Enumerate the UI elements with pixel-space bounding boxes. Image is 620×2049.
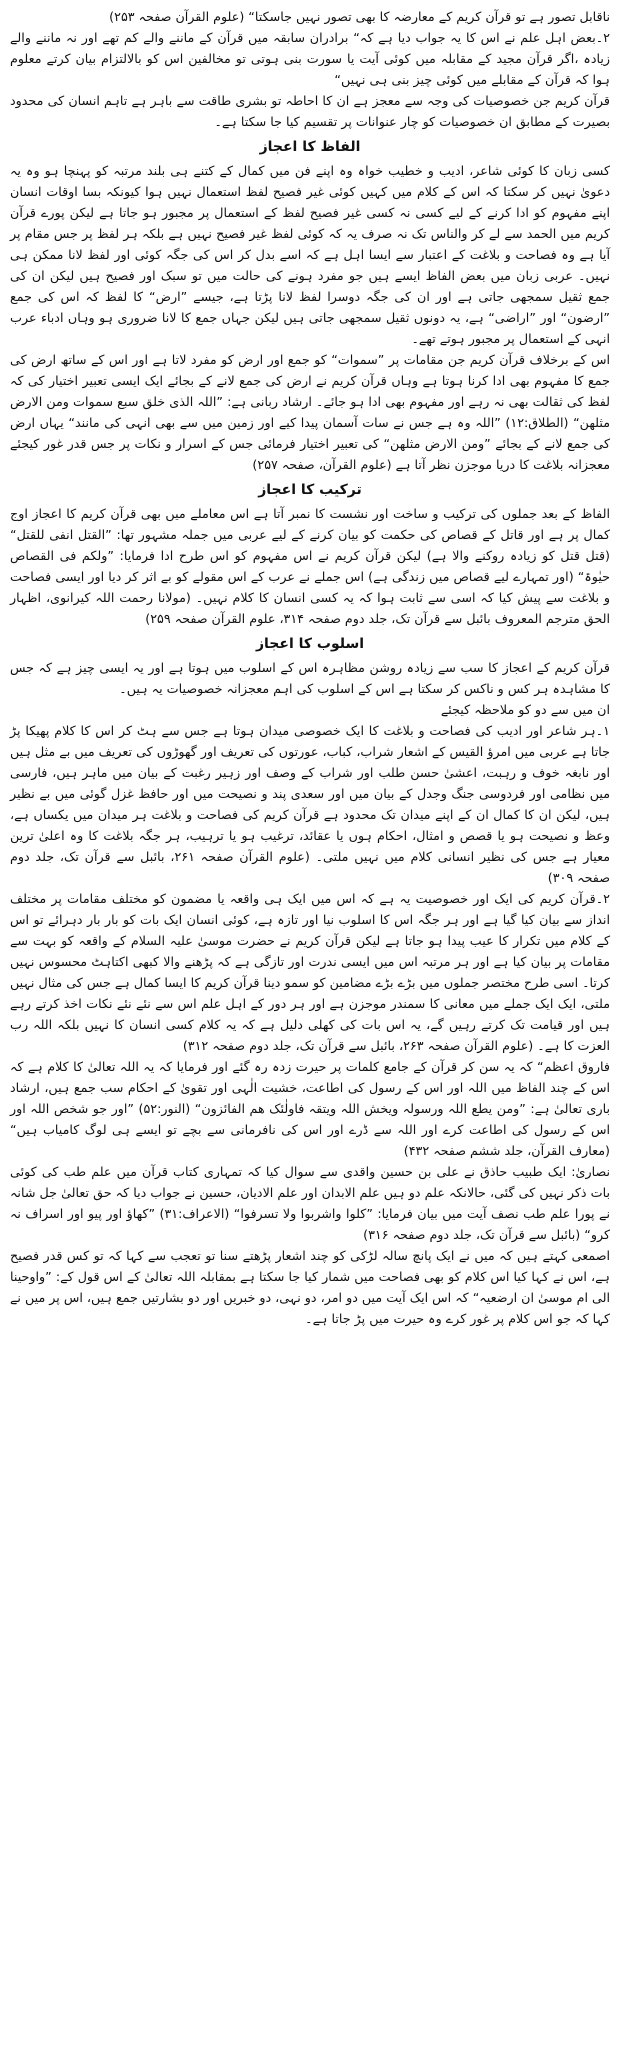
paragraph: ۲۔قرآن کریم کی ایک اور خصوصیت یہ ہے کہ اس میں ایک ہی واقعہ یا مضمون کو مختلف مقامات پر مختلف انداز سے بیان کیا گیا ہے اور ہر جگہ اس کا اسلوب نیا اور تازہ ہے، کوئی انسان ایک بات کو بار بار دہرائے تو اس کے کلام میں تکرار کا عیب پیدا ہو جاتا ہے لیکن قرآن کریم نے حضرت موسیٰ علیہ السلام کے واقعہ کو بہت سے مقامات پر بیان کیا ہے اور ہر مرتبہ اس میں ایسی ندرت اور تازگی ہے کہ پڑھنے والا کبھی اکتاہٹ محسوس نہیں کرتا۔ اسی طرح مختصر جملوں میں بڑے بڑے مضامین کو سمو دینا قرآن کریم کا ایسا کمال ہے جس کی مثال نہیں ملتی، ایک ایک جملے میں معانی کا سمندر موجزن ہے اور ہر دور کے اہل علم اس سے نئے نئے نکات اخذ کرتے رہے ہیں اور قیامت تک کرتے رہیں گے، یہ اس بات کی کھلی دلیل ہے کہ یہ کلام کسی انسان کا نہیں بلکہ اللہ رب العزت کا ہے۔ (علوم القرآن صفحہ ۲۶۳، بائبل سے قرآن تک، جلد دوم صفحہ ۳۱۲) (10, 891, 610, 1053)
section-heading: اسلوب کا اعجاز (255, 636, 365, 652)
paragraph: فاروق اعظم“ کہ یہ سن کر قرآن کے جامع کلمات پر حیرت زدہ رہ گئے اور فرمایا کہ یہ اللہ تعالیٰ کا کلام ہے کہ اس کے چند الفاظ میں اللہ اور اس کے رسول کی اطاعت، خشیت الٰہی اور تقویٰ کے احکام سب جمع ہیں، ارشاد باری تعالیٰ ہے: ”ومن یطع اللہ ورسولہ ویخش اللہ ویتقہ فاولٰئک ھم الفائزون“ (النور:۵۲) ”اور جو شخص اللہ اور اس کے رسول کی اطاعت کرے اور اللہ سے ڈرے اور اس کی نافرمانی سے بچے تو ایسے ہی لوگ کامیاب ہیں“ (معارف القرآن، جلد ششم صفحہ ۴۳۲) (10, 1059, 610, 1158)
paragraph: قرآن کریم کے اعجاز کا سب سے زیادہ روشن مظاہرہ اس کے اسلوب میں ہوتا ہے اور یہ ایسی چیز ہے کہ جس کا مشاہدہ ہر کس و ناکس کر سکتا ہے اس کے اسلوب کی اہم معجزانہ خصوصیات یہ ہیں۔ (10, 660, 610, 696)
paragraph: ناقابل تصور ہے تو قرآن کریم کے معارضہ کا بھی تصور نہیں جاسکتا“ (علوم القرآن صفحہ ۲۵۳) (109, 9, 610, 24)
paragraph: کسی زبان کا کوئی شاعر، ادیب و خطیب خواہ وہ اپنے فن میں کمال کے کتنے ہی بلند مرتبہ کو پہنچا ہو وہ یہ دعویٰ نہیں کر سکتا کہ اس کے کلام میں کہیں کوئی غیر فصیح لفظ استعمال نہیں ہوا کیونکہ بسا اوقات انسان اپنے مفہوم کو ادا کرنے کے لیے کسی نہ کسی غیر فصیح لفظ کے استعمال پر مجبور ہو جاتا ہے لیکن پورے قرآن کریم میں الحمد سے لے کر والناس تک نہ صرف یہ کہ کوئی لفظ غیر فصیح نہیں ہے بلکہ ہر لفظ پر جس مقام پر آیا ہے وہ فصاحت و بلاغت کے اعتبار سے ایسا اہل ہے کہ اسے بدل کر اس کی جگہ کوئی اور لفظ لانا ممکن ہی نہیں۔ عربی زبان میں بعض الفاظ ایسے ہیں جو مفرد ہونے کی حالت میں تو سبک اور فصیح ہیں لیکن ان کی جمع ثقیل سمجھی جاتی ہے اور ان کی جگہ دوسرا لفظ لانا پڑتا ہے، جیسے ”ارض“ کا لفظ کہ اس کی جمع ”ارضون“ اور ”اراضی“ ہے، یہ دونوں ثقیل سمجھی جاتی ہیں لیکن جہاں جمع کا لانا ضروری ہو وہاں ادباء عرب انہی کے استعمال پر مجبور ہوتے تھے۔ (10, 163, 610, 346)
paragraph: اس کے برخلاف قرآن کریم جن مقامات پر ”سموات“ کو جمع اور ارض کو مفرد لاتا ہے اور اس کے ساتھ ارض کی جمع کا مفہوم بھی ادا کرنا ہوتا ہے وہاں قرآن کریم نے ارض کی جمع لانے کے بجائے ایک ایسی تعبیر اختیار کی کہ لفظ کی ثقالت بھی نہ رہے اور مفہوم بھی ادا ہو جائے۔ ارشاد ربانی ہے: ”اللہ الذی خلق سبع سموات ومن الارض مثلھن“ (الطلاق:۱۲) ”اللہ وہ ہے جس نے سات آسمان پیدا کیے اور زمین میں سے بھی انہی کی مانند“ یہاں ارض کی جمع لانے کے بجائے ”ومن الارض مثلھن“ کی تعبیر اختیار فرمائی جس کے اسرار و نکات پر جس قدر غور کیجئے معجزانہ بلاغت کا دریا موجزن نظر آتا ہے (علوم القرآن، صفحہ ۲۵۷) (10, 352, 610, 472)
paragraph: اصمعی کہتے ہیں کہ میں نے ایک پانچ سالہ لڑکی کو چند اشعار پڑھتے سنا تو تعجب سے کہا کہ تو کس قدر فصیح ہے، اس نے کہا کیا اس کلام کو بھی فصاحت میں شمار کیا جا سکتا ہے بمقابلہ اللہ تعالیٰ کے اس قول کے: ”واوحینا الی ام موسیٰ ان ارضعیہ“ کہ اس ایک آیت میں دو امر، دو نہی، دو خبریں اور دو بشارتیں جمع ہیں، اس پر میں نے کہا کہ جو اس کلام پر غور کرے وہ حیرت میں پڑ جاتا ہے۔ (9, 1248, 610, 1326)
paragraph: الفاظ کے بعد جملوں کی ترکیب و ساخت اور نشست کا نمبر آتا ہے اس معاملے میں بھی قرآن کریم کا اعجاز اوج کمال پر ہے اور قاتل کے قصاص کی حکمت کو بیان کرنے کے لیے عربی میں جملہ مشہور تھا: ”القتل انفی للقتل“ (قتل قتل کو زیادہ روکنے والا ہے) لیکن قرآن کریم نے اس مفہوم کو اس طرح ادا فرمایا: ”ولکم فی القصاص حیٰوۃ“ (اور تمہارے لیے قصاص میں زندگی ہے) اس جملے نے عرب کے اس مقولے کو بے اثر کر دیا اور ایسی فصاحت و بلاغت سے پیش کیا کہ اسی سے ثابت ہوا کہ یہ کسی انسان کا کلام نہیں۔ (مولانا رحمت اللہ کیرانوی، اظہار الحق مترجم المعروف بائبل سے قرآن تک، جلد دوم صفحہ ۳۱۴، علوم القرآن صفحہ ۲۵۹) (10, 506, 610, 626)
section-heading: الفاظ کا اعجاز (259, 139, 361, 155)
composition-miracle-section (10, 479, 610, 629)
paragraph: نصاریٰ: ایک طبیب حاذق نے علی بن حسین واقدی سے سوال کیا کہ تمہاری کتاب قرآن میں علم طب کی کوئی بات ذکر نہیں کی گئی، حالانکہ علم دو ہیں علم الابدان اور علم الادیان، حسین نے جواب دیا کہ حق تعالیٰ جل شانہ نے پورا علم طب نصف آیت میں بیان فرمایا: ”کلوا واشربوا ولا تسرفوا“ (الاعراف:۳۱) ”کھاؤ اور پیو اور اسراف نہ کرو“ (بائبل سے قرآن تک، جلد دوم صفحہ ۳۱۶) (10, 1164, 610, 1242)
style-miracle-section (10, 633, 610, 1329)
paragraph: ۱۔ہر شاعر اور ادیب کی فصاحت و بلاغت کا ایک خصوصی میدان ہوتا ہے جس سے ہٹ کر اس کا کلام پھیکا پڑ جاتا ہے عربی میں امرؤ القیس کے اشعار شراب، کباب، عورتوں کی تعریف اور گھوڑوں کی تعریف میں بے مثل ہیں اور نابغہ خوف و رہبت، اعشیٰ حسن طلب اور شراب کے وصف اور زہیر رغبت کے بیان میں ماہر ہیں، فارسی میں نظامی اور فردوسی جنگ وجدل کے بیان میں اور سعدی پند و نصیحت میں اور حافظ غزل گوئی میں بے نظیر ہیں، لیکن ان کا کمال ان کے اپنے میدان تک محدود ہے قرآن کریم کی فصاحت و بلاغت ہر میدان میں یکساں ہے، وعظ و نصیحت ہو یا قصص و امثال، احکام ہوں یا عقائد، ترغیب ہو یا ترہیب، ہر جگہ بلاغت کا وہ اعلیٰ ترین معیار ہے جس کی نظیر انسانی کلام میں نہیں ملتی۔ (علوم القرآن صفحہ ۲۶۱، بائبل سے قرآن تک، جلد دوم صفحہ ۳۰۹) (10, 723, 611, 885)
paragraph: ۲۔بعض اہل علم نے اس کا یہ جواب دیا ہے کہ“ برادران سابقہ میں قرآن کے ماننے والے کم تھے اور نہ ماننے والے زیادہ ،اگر قرآن مجید کے مقابلہ میں کوئی آیت یا سورت بنی ہوتی تو مخالفین اس کو بالالتزام بیان کرتے معلوم ہوا کہ قرآن کے مقابلے میں کوئی چیز بنی ہی نہیں“ (10, 30, 610, 87)
paragraph: قرآن کریم جن خصوصیات کی وجہ سے معجز ہے ان کا احاطہ تو بشری طاقت سے باہر ہے تاہم انسان کی محدود بصیرت کے مطابق ان خصوصیات کو چار عنوانات پر تقسیم کیا جا سکتا ہے۔ (10, 93, 610, 129)
words-miracle-section (10, 136, 610, 475)
intro-section (10, 6, 610, 132)
section-heading: ترکیب کا اعجاز (258, 482, 362, 498)
paragraph: ان میں سے دو کو ملاحظہ کیجئے (440, 702, 610, 717)
